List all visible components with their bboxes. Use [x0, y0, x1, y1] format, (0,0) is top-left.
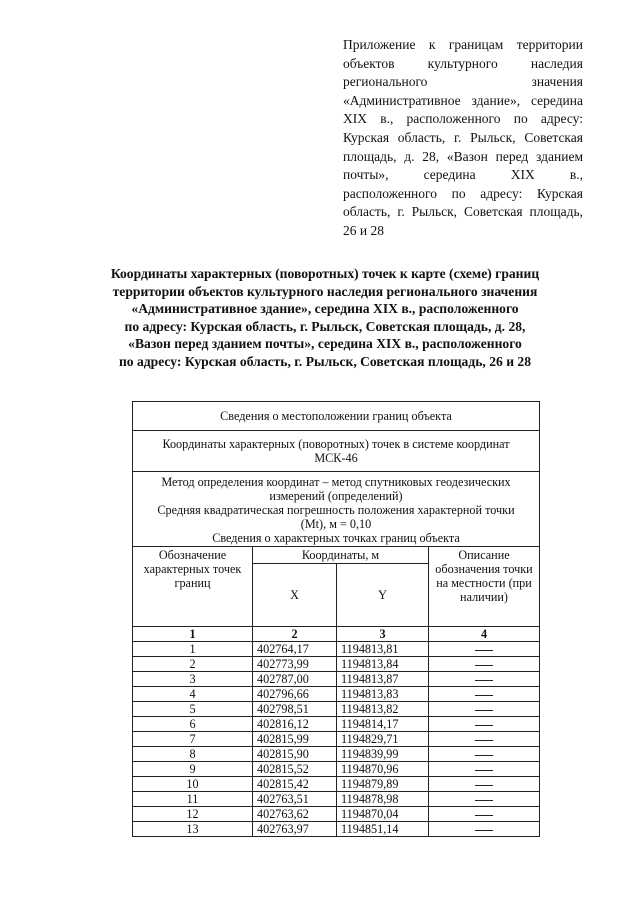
coords-header-text: Координаты, м [301, 548, 380, 562]
y-coordinate: 1194851,14 [337, 822, 429, 837]
description-cell [429, 732, 540, 747]
table-row [133, 792, 540, 807]
empty-description-dash [475, 710, 493, 711]
empty-description-dash [475, 695, 493, 696]
empty-description-dash [475, 725, 493, 726]
table-row [133, 822, 540, 837]
title-line: по адресу: Курская область, г. Рыльск, Советская площадь, д. 28, [124, 318, 526, 334]
point-number: 2 [133, 657, 253, 672]
points-header: Сведения о характерных точках границ объекта [212, 531, 460, 545]
table-row [133, 702, 540, 717]
method-text: Метод определения координат – метод спутниковых геодезических [161, 475, 511, 489]
y-coordinate: 1194813,83 [337, 687, 429, 702]
title-line: «Вазон перед зданием почты», середина XIX в., расположенного [128, 336, 522, 352]
point-number: 1 [133, 642, 253, 657]
designation-header [133, 547, 253, 627]
empty-description-dash [475, 815, 493, 816]
description-cell [429, 687, 540, 702]
table-row [133, 747, 540, 762]
description-cell [429, 792, 540, 807]
empty-description-dash [475, 740, 493, 741]
appendix-note: Приложение к границам территории объектов культурного наследия регионального значения «Административное здание», середина XIX в., расположенного по адресу: Курская область, г. Рыльск, Советская площадь, д. 28, «Вазон перед зданием почты», середина XIX в., расположенного по адресу: Курская область, г. Рыльск, Советская площадь, 26 и 28 [343, 37, 583, 238]
y-coordinate: 1194829,71 [337, 732, 429, 747]
y-coordinate: 1194813,87 [337, 672, 429, 687]
y-coordinate: 1194879,89 [337, 777, 429, 792]
x-coordinate: 402796,66 [253, 687, 337, 702]
x-coordinate: 402763,62 [253, 807, 337, 822]
coords-header [253, 547, 429, 564]
coord-system-text: Координаты характерных (поворотных) точек в системе координат [162, 437, 510, 451]
description-cell [429, 807, 540, 822]
description-header [429, 547, 540, 627]
y-coordinate: 1194839,99 [337, 747, 429, 762]
y-coordinate: 1194813,82 [337, 702, 429, 717]
y-coordinate: 1194878,98 [337, 792, 429, 807]
document-title [60, 265, 590, 371]
coordinates-table [132, 401, 540, 837]
y-coordinate: 1194870,96 [337, 762, 429, 777]
column-number: 1 [133, 627, 253, 642]
description-cell [429, 747, 540, 762]
title-line: «Административное здание», середина XIX в., расположенного [131, 301, 519, 317]
x-coordinate: 402815,42 [253, 777, 337, 792]
column-numbers-row [133, 627, 540, 642]
y-coordinate: 1194814,17 [337, 717, 429, 732]
x-coordinate: 402763,51 [253, 792, 337, 807]
column-number: 3 [337, 627, 429, 642]
empty-description-dash [475, 770, 493, 771]
point-number: 9 [133, 762, 253, 777]
table-row [133, 807, 540, 822]
point-number: 12 [133, 807, 253, 822]
empty-description-dash [475, 650, 493, 651]
title-line: по адресу: Курская область, г. Рыльск, Советская площадь, 26 и 28 [118, 353, 532, 369]
empty-description-dash [475, 830, 493, 831]
point-number: 11 [133, 792, 253, 807]
column-number: 2 [253, 627, 337, 642]
designation-header-text: Обозначение характерных точек границ [143, 548, 242, 590]
location-header-cell [133, 402, 540, 431]
description-header-text: Описание обозначения точки на местности (при наличии) [435, 548, 533, 604]
x-coordinate: 402798,51 [253, 702, 337, 717]
description-cell [429, 762, 540, 777]
column-number: 4 [429, 627, 540, 642]
description-cell [429, 642, 540, 657]
x-coordinate: 402773,99 [253, 657, 337, 672]
empty-description-dash [475, 665, 493, 666]
y-coordinate: 1194870,04 [337, 807, 429, 822]
coord-system-cell [133, 431, 540, 472]
y-coordinate: 1194813,84 [337, 657, 429, 672]
x-coordinate: 402763,97 [253, 822, 337, 837]
table-row [133, 642, 540, 657]
description-cell [429, 777, 540, 792]
accuracy-text: (Mt), м = 0,10 [300, 517, 372, 531]
title-line: территории объектов культурного наследия регионального значения [112, 283, 538, 299]
point-number: 7 [133, 732, 253, 747]
empty-description-dash [475, 680, 493, 681]
table-row [133, 762, 540, 777]
x-header-text: X [290, 588, 299, 602]
point-number: 5 [133, 702, 253, 717]
table-row [133, 657, 540, 672]
coord-system-name: МСК-46 [314, 451, 358, 465]
method-text: измерений (определений) [269, 489, 403, 503]
description-cell [429, 822, 540, 837]
table-row [133, 687, 540, 702]
method-cell [133, 472, 540, 547]
x-coordinate: 402787,00 [253, 672, 337, 687]
point-number: 3 [133, 672, 253, 687]
accuracy-text: Средняя квадратическая погрешность положения характерной точки [157, 503, 515, 517]
y-header [337, 564, 429, 627]
point-number: 8 [133, 747, 253, 762]
location-header: Сведения о местоположении границ объекта [220, 409, 452, 423]
x-coordinate: 402815,90 [253, 747, 337, 762]
description-cell [429, 672, 540, 687]
empty-description-dash [475, 755, 493, 756]
table-row [133, 777, 540, 792]
table-row [133, 732, 540, 747]
x-coordinate: 402815,52 [253, 762, 337, 777]
description-cell [429, 657, 540, 672]
x-coordinate: 402815,99 [253, 732, 337, 747]
point-number: 13 [133, 822, 253, 837]
point-number: 10 [133, 777, 253, 792]
y-coordinate: 1194813,81 [337, 642, 429, 657]
title-line: Координаты характерных (поворотных) точек к карте (схеме) границ [110, 266, 540, 281]
x-coordinate: 402816,12 [253, 717, 337, 732]
point-number: 4 [133, 687, 253, 702]
description-cell [429, 717, 540, 732]
table-row [133, 717, 540, 732]
table-row [133, 672, 540, 687]
point-number: 6 [133, 717, 253, 732]
description-cell [429, 702, 540, 717]
empty-description-dash [475, 800, 493, 801]
y-header-text: Y [378, 588, 387, 602]
x-header [253, 564, 337, 627]
empty-description-dash [475, 785, 493, 786]
x-coordinate: 402764,17 [253, 642, 337, 657]
